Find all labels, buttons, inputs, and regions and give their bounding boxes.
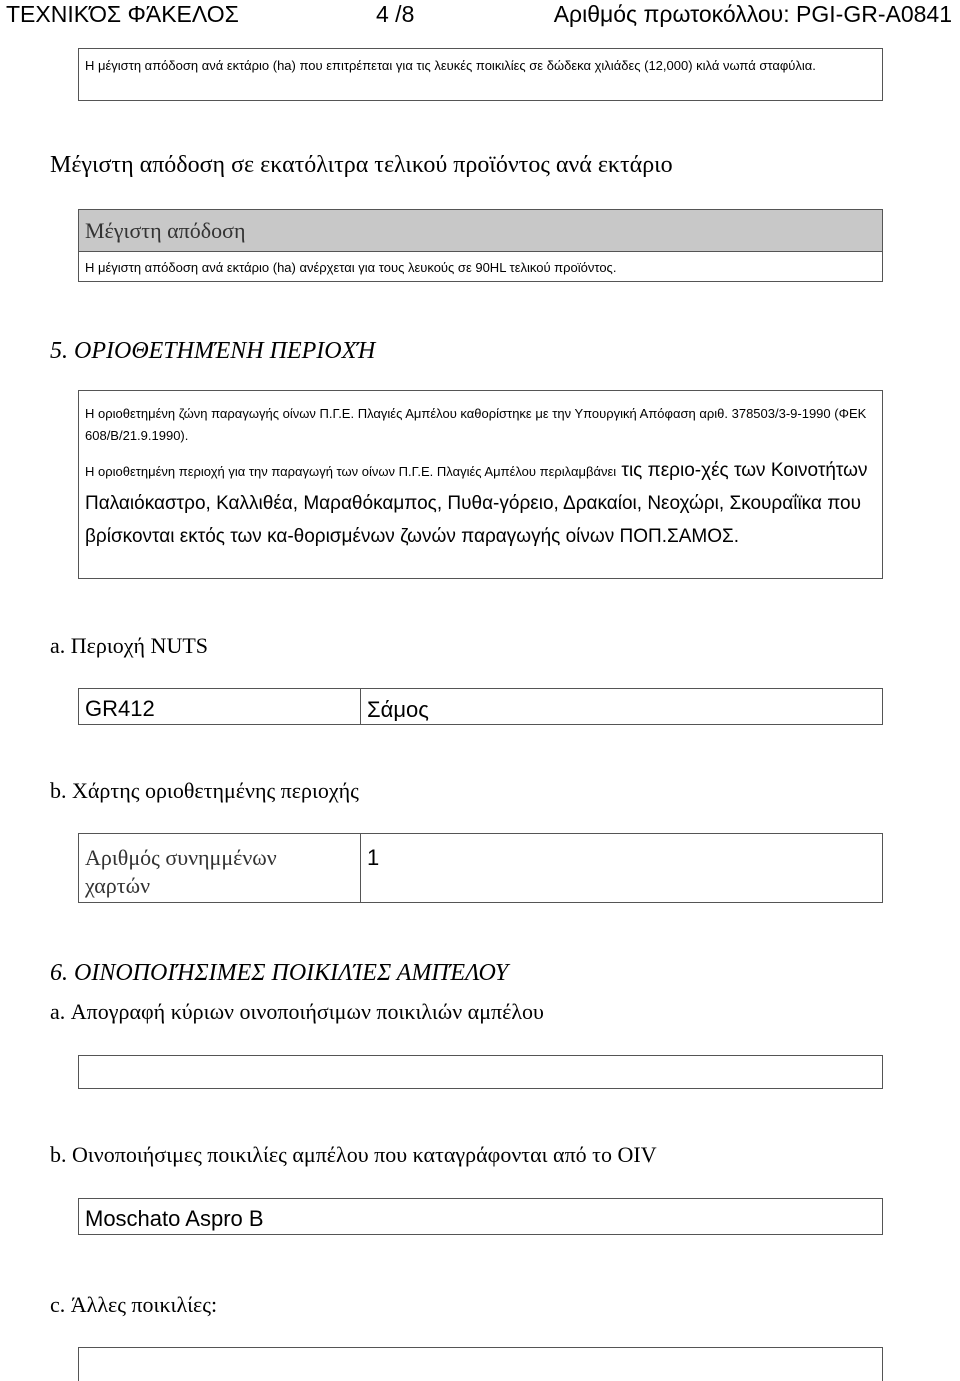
max-yield-box-text: Η μέγιστη απόδοση ανά εκτάριο (ha) ανέρχεται για τους λευκούς σε 90HL τελικού προϊόντος. [85, 260, 617, 275]
nuts-code: GR412 [85, 696, 155, 721]
yield-note-box [78, 48, 883, 101]
section-6-heading: 6. ΟΙΝΟΠΟΙΉΣΙΜΕΣ ΠΟΙΚΙΛΊΕΣ ΑΜΠΈΛΟΥ [50, 960, 509, 986]
max-yield-box-title: Μέγιστη απόδοση [85, 218, 246, 243]
header-protocol-number: Αριθμός πρωτοκόλλου: PGI-GR-A0841 [553, 1, 952, 27]
map-column-divider [360, 834, 361, 902]
nuts-region-name: Σάμος [367, 697, 429, 722]
delimited-area-box [78, 390, 883, 579]
delimited-area-paragraph-2 [85, 455, 877, 554]
oiv-variety-value: Moschato Aspro B [85, 1206, 264, 1231]
attached-maps-label: Αριθμός συνημμένων χαρτών [85, 845, 277, 898]
attached-maps-count: 1 [367, 845, 380, 870]
header-page-number: 4 /8 [376, 1, 415, 27]
section-5-heading: 5. ΟΡΙΟΘΕΤΗΜΈΝΗ ΠΕΡΙΟΧΉ [50, 338, 376, 364]
yield-note-text: Η μέγιστη απόδοση ανά εκτάριο (ha) που επιτρέπεται για τις λευκές ποικιλίες σε δώδεκα χιλιάδες (12,000) κιλά νωπά σταφύλια. [85, 58, 816, 73]
nuts-heading: a. Περιοχή NUTS [50, 633, 209, 658]
max-yield-heading: Μέγιστη απόδοση σε εκατόλιτρα τελικού προϊόντος ανά εκτάριο [50, 152, 673, 178]
nuts-column-divider [360, 689, 361, 724]
oiv-varieties-box [78, 1198, 883, 1235]
map-table [78, 833, 883, 903]
header-document-type: ΤΕΧΝΙΚΌΣ ΦΆΚΕΛΟΣ [6, 1, 239, 27]
max-yield-box-header [79, 210, 882, 252]
other-varieties-box [78, 1347, 883, 1381]
other-varieties-heading: c. Άλλες ποικιλίες: [50, 1292, 218, 1317]
paragraph-2-small-text: Η οριοθετημένη περιοχή για την παραγωγή των οίνων Π.Γ.Ε. Πλαγιές Αμπέλου περιλαμβάνει [85, 464, 617, 479]
map-heading: b. Χάρτης οριοθετημένης περιοχής [50, 778, 359, 803]
main-varieties-box [78, 1055, 883, 1089]
max-yield-box [78, 209, 883, 282]
nuts-table [78, 688, 883, 725]
oiv-varieties-heading: b. Οινοποιήσιμες ποικιλίες αμπέλου που καταγράφονται από το OIV [50, 1142, 657, 1167]
main-varieties-heading: a. Απογραφή κύριων οινοποιήσιμων ποικιλιών αμπέλου [50, 999, 544, 1024]
delimited-area-paragraph-1: Η οριοθετημένη ζώνη παραγωγής οίνων Π.Γ.Ε. Πλαγιές Αμπέλου καθορίστηκε με την Υπουργική Απόφαση αριθ. 378503/3-9-1990 (ΦΕΚ 608/Β/21.9.1990). [85, 406, 867, 443]
paragraph-2-large-text: τις περιο-χές των Κοινοτήτων Παλαιόκαστρο, Καλλιθέα, Μαραθόκαμπος, Πυθα-γόρειο, Δρακαίοι, Νεοχώρι, Σκουραΐϊκα που βρίσκονται εκτός των κα-θορισμένων ζωνών παραγωγής οίνων ΠΟΠ.ΣΑΜΟΣ. [85, 460, 868, 547]
